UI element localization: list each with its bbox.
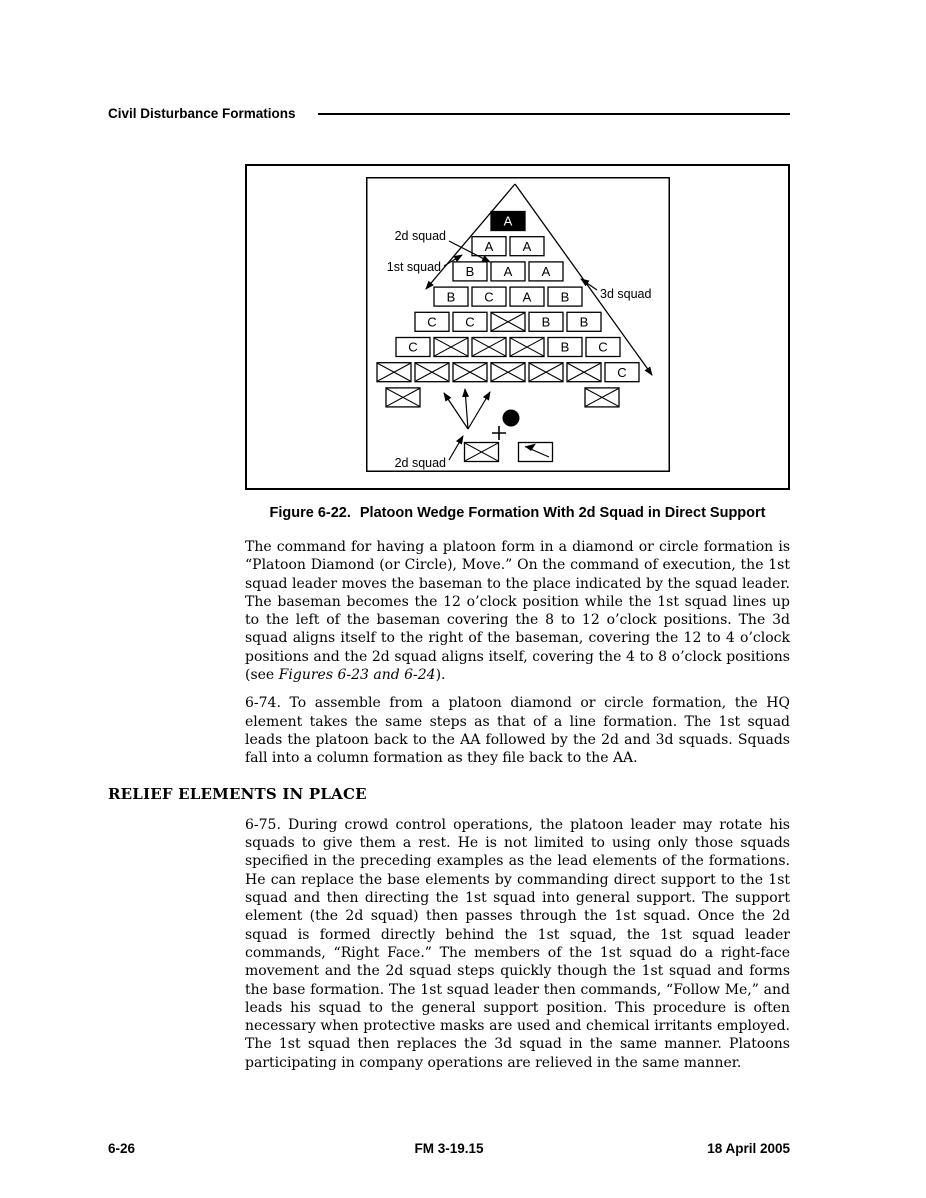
letter-box-B	[567, 312, 601, 331]
svg-text:C: C	[616, 364, 627, 380]
support-arrow-middle	[465, 389, 468, 429]
letter-box-A	[510, 237, 544, 256]
letter-box-B	[529, 312, 563, 331]
support-arrow-right	[468, 392, 490, 429]
x-box	[415, 363, 449, 382]
cross-marker	[492, 426, 506, 440]
svg-text:C: C	[407, 339, 418, 355]
paragraph-diamond-circle-command	[245, 538, 790, 684]
x-box	[377, 363, 411, 382]
section-heading: RELIEF ELEMENTS IN PLACE	[108, 784, 367, 803]
flag-box	[518, 443, 552, 462]
letter-box-C	[396, 338, 430, 357]
paragraph-6-74: 6-74. To assemble from a platoon diamond or circle formation, the HQ element takes the same steps as that of a line formation. The 1st squad leads the platoon back to the AA followed by the 2d and 3d squads. Squads fall into a column formation as they file back to the AA.	[245, 695, 790, 767]
svg-text:C: C	[483, 289, 494, 305]
letter-box-B	[548, 338, 582, 357]
footer-page-number: 6-26	[108, 1141, 136, 1156]
x-box	[529, 363, 563, 382]
formation-diagram	[366, 177, 670, 472]
svg-text:C: C	[464, 314, 475, 330]
letter-box-C	[472, 287, 506, 306]
letter-box-C	[453, 312, 487, 331]
svg-text:A: A	[503, 264, 512, 280]
letter-box-A	[491, 262, 525, 281]
label-3d-squad: 3d squad	[599, 287, 651, 301]
x-box	[472, 338, 506, 357]
svg-text:B: B	[560, 289, 569, 305]
body-content	[108, 538, 790, 1082]
page-header	[108, 106, 790, 121]
svg-text:A: A	[484, 238, 493, 254]
letter-box-B	[548, 287, 582, 306]
text-run: ).	[435, 667, 446, 684]
svg-text:C: C	[426, 314, 437, 330]
svg-text:A: A	[522, 289, 531, 305]
text-run: Figures 6-23 and 6-24	[278, 667, 436, 684]
letter-box-A	[491, 212, 525, 231]
figure-caption-text: Platoon Wedge Formation With 2d Squad in Direct Support	[359, 505, 766, 521]
x-box	[434, 338, 468, 357]
running-header-title: Civil Disturbance Formations	[108, 106, 296, 121]
support-arrow-left	[444, 393, 468, 429]
letter-box-A	[529, 262, 563, 281]
letter-box-A	[472, 237, 506, 256]
letter-box-B	[434, 287, 468, 306]
arrow-2d-squad-bottom	[449, 436, 463, 460]
svg-text:B: B	[446, 289, 455, 305]
svg-text:C: C	[597, 339, 608, 355]
header-rule	[318, 113, 790, 115]
figure-caption	[245, 505, 790, 521]
figure-caption-label: Figure 6-22.	[269, 505, 351, 521]
letter-box-C	[586, 338, 620, 357]
x-box	[567, 363, 601, 382]
svg-text:B: B	[560, 339, 569, 355]
arrow-3d-squad	[581, 279, 597, 290]
x-box	[491, 363, 525, 382]
svg-text:A: A	[503, 213, 512, 229]
svg-text:B: B	[579, 314, 588, 330]
x-box	[453, 363, 487, 382]
letter-box-C	[415, 312, 449, 331]
svg-text:A: A	[522, 238, 531, 254]
label-1st-squad: 1st squad	[386, 260, 441, 274]
paragraph-6-75: 6-75. During crowd control operations, the platoon leader may rotate his squads to give them a rest. He is not limited to using only those squads specified in the preceding examples as the lead elements of the formations. He can replace the base elements by commanding direct support to the 1st squad and then directing the 1st squad into general support. The support element (the 2d squad) then passes through the 1st squad. Once the 2d squad is formed directly behind the 1st squad, the 1st squad leader commands, “Right Face.” The members of the 1st squad do a right-face movement and the 2d squad steps quickly though the 1st squad and forms the base formation. The 1st squad leader then commands, “Follow Me,” and leads his squad to the general support position. This procedure is often necessary when protective masks are used and chemical irritants employed. The 1st squad then replaces the 3d squad in the same manner. Platoons participating in company operations are relieved in the same manner.	[245, 816, 790, 1071]
letter-box-A	[510, 287, 544, 306]
x-box	[491, 312, 525, 331]
x-box	[585, 388, 619, 407]
svg-text:B: B	[465, 264, 474, 280]
figure-frame	[245, 164, 790, 490]
label-2d-squad-bottom: 2d squad	[394, 456, 446, 470]
letter-box-B	[453, 262, 487, 281]
x-box	[386, 388, 420, 407]
x-box	[510, 338, 544, 357]
x-box	[464, 443, 498, 462]
svg-text:B: B	[541, 314, 550, 330]
page-footer	[108, 1141, 790, 1161]
label-2d-squad-top: 2d squad	[394, 229, 446, 243]
text-run: The command for having a platoon form in a diamond or circle formation is “Platoon Diamond (or Circle), Move.” On the command of execution, the 1st squad leader moves the baseman to the place indicated by the squad leader. The baseman becomes the 12 o’clock position while the 1st squad lines up to the left of the baseman covering the 8 to 12 o’clock positions. The 3d squad aligns itself to the right of the baseman, covering the 12 to 4 o’clock positions and the 2d squad aligns itself, covering the 4 to 8 o’clock positions (see	[245, 539, 790, 684]
leader-circle	[502, 410, 519, 427]
letter-box-C	[605, 363, 639, 382]
footer-manual-number: FM 3-19.15	[414, 1141, 484, 1156]
svg-text:A: A	[541, 264, 550, 280]
footer-date: 18 April 2005	[707, 1141, 790, 1156]
